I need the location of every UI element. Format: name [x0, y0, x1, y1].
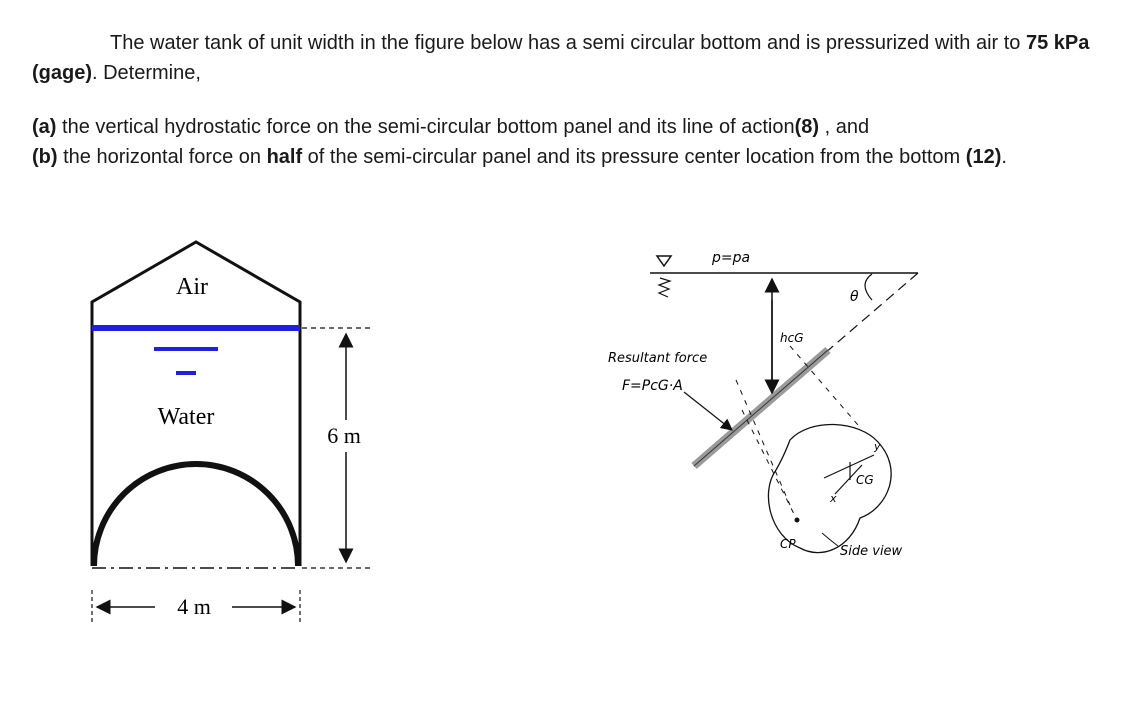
cg-label: CG: [856, 473, 874, 487]
angle-arc: [865, 274, 872, 300]
resultant-formula: F=PcG·A: [622, 378, 683, 394]
resultant-force-arrow: [684, 392, 732, 430]
height-label: 6 m: [327, 423, 361, 448]
part-b-label: (b): [32, 146, 58, 168]
part-a-text: the vertical hydrostatic force on the semi-circular bottom panel and its line of action: [56, 116, 795, 138]
part-b-points: (12): [965, 146, 1002, 168]
width-label: 4 m: [177, 594, 211, 619]
center-of-pressure-dot: [795, 518, 800, 523]
y-axis-label: y: [874, 440, 881, 453]
width-dimension: [92, 590, 300, 624]
air-label: Air: [176, 274, 208, 300]
part-a-points: (8): [794, 116, 820, 138]
pressure-value: 75 kPa (gage): [32, 32, 1090, 84]
part-b-emphasis: half: [266, 146, 303, 168]
height-dimension: [302, 328, 372, 568]
side-view-label: Side view: [840, 544, 903, 559]
x-axis-label: x: [830, 492, 837, 505]
resultant-force-label: Resultant force: [608, 351, 708, 366]
part-a-label: (a): [32, 116, 57, 138]
problem-parts: (a) the vertical hydrostatic force on the semi-circular bottom panel and its line of action(8) , and (b) the horizontal force on half of the semi-circular panel and its pressure center location from the bottom (12).: [32, 116, 1007, 168]
water-label: Water: [157, 404, 215, 430]
tank-diagram: [92, 242, 300, 568]
angle-label: θ: [850, 289, 859, 305]
problem-intro: The water tank of unit width in the figure below has a semi circular bottom and is pressurized with air to 75 kPa (gage). Determine,: [32, 32, 1090, 84]
semicircular-bottom: [94, 464, 298, 566]
depth-label: hcG: [780, 331, 804, 345]
free-surface-symbol: [657, 256, 671, 266]
surface-pressure-label: p=pa: [712, 250, 751, 266]
inclined-panel-diagram: [608, 250, 918, 559]
side-view-area: [768, 424, 891, 552]
part-b-text: the horizontal force on: [57, 146, 267, 168]
cp-label: CP: [780, 537, 796, 551]
